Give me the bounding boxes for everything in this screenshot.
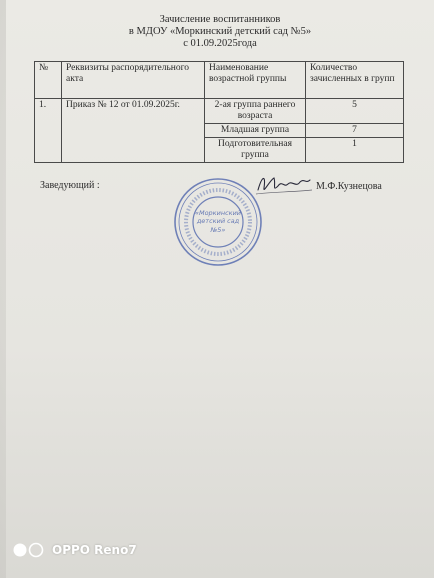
dual-circle-icon bbox=[12, 542, 46, 558]
watermark-text: OPPO Reno7 bbox=[52, 543, 137, 557]
stamp-text-3: №5» bbox=[210, 226, 226, 234]
title-line-2: в МДОУ «Моркинский детский сад №5» bbox=[128, 26, 312, 37]
row-count: 7 bbox=[306, 124, 404, 138]
header-num: № bbox=[35, 62, 62, 99]
camera-watermark bbox=[12, 540, 137, 560]
enrollment-table bbox=[34, 61, 404, 163]
official-stamp bbox=[172, 176, 264, 268]
table-row bbox=[35, 99, 404, 124]
header-group: Наименование возрастной группы bbox=[205, 62, 306, 99]
row-count: 1 bbox=[306, 138, 404, 163]
signature-label: Заведующий : bbox=[40, 180, 100, 191]
title-line-3: с 01.09.2025года bbox=[183, 38, 257, 49]
table-header-row bbox=[35, 62, 404, 99]
row-group: Младшая группа bbox=[205, 124, 306, 138]
stamp-text-2: детский сад bbox=[196, 217, 240, 225]
row-num: 1. bbox=[35, 99, 62, 163]
header-count: Количество зачисленных в групп bbox=[306, 62, 404, 99]
row-count: 5 bbox=[306, 99, 404, 124]
title-line-1: Зачисление воспитанников bbox=[159, 14, 281, 25]
row-act: Приказ № 12 от 01.09.2025г. bbox=[62, 99, 205, 163]
handwritten-signature bbox=[252, 170, 314, 198]
document-title bbox=[100, 14, 340, 50]
row-group: Подготовительная группа bbox=[205, 138, 306, 163]
header-act: Реквизиты распорядительного акта bbox=[62, 62, 205, 99]
stamp-text-1: «Моркинский bbox=[194, 209, 242, 217]
signature-name: М.Ф.Кузнецова bbox=[316, 181, 382, 192]
row-group: 2-ая группа раннего возраста bbox=[205, 99, 306, 124]
